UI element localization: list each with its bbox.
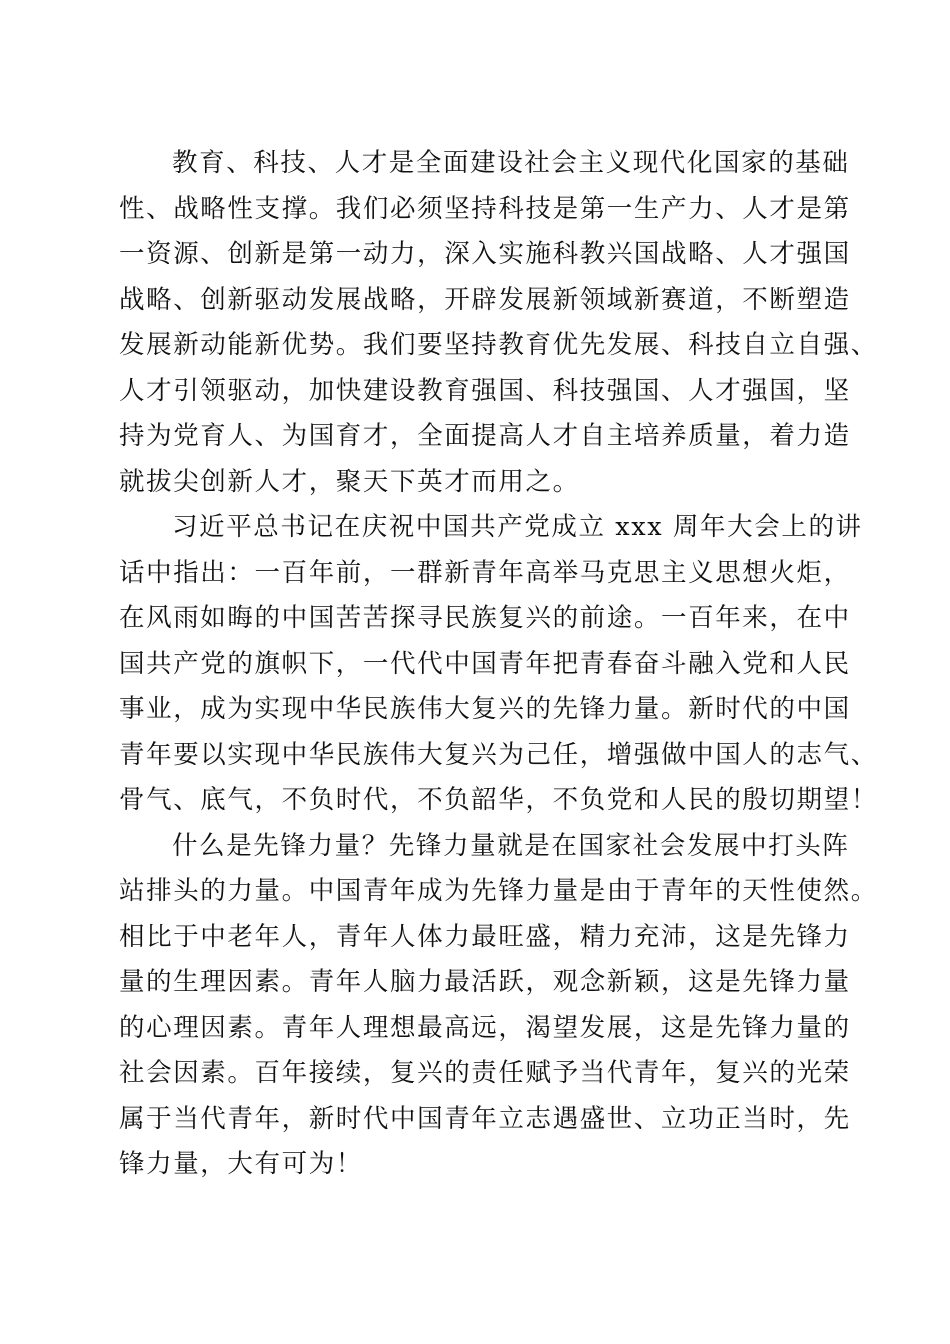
text-line: 相比于中老年人，青年人体力最旺盛，精力充沛，这是先锋力 [119, 921, 851, 952]
text-line: 教育、科技、人才是全面建设社会主义现代化国家的基础 [172, 148, 850, 178]
text-line: 锋力量，大有可为！ [119, 1149, 363, 1179]
text-line: 一资源、创新是第一动力，深入实施科教兴国战略、人才强国 [119, 239, 851, 269]
text-line: 国共产党的旗帜下，一代代中国青年把青春奋斗融入党和人民 [119, 648, 851, 679]
text-line: 持为党育人、为国育才，全面提高人才自主培养质量，着力造 [119, 421, 851, 451]
text-line: 青年要以实现中华民族伟大复兴为己任，增强做中国人的志气、 [119, 739, 878, 770]
text-line: 事业，成为实现中华民族伟大复兴的先锋力量。新时代的中国 [119, 694, 851, 724]
text-line: 战略、创新驱动发展战略，开辟发展新领域新赛道，不断塑造 [119, 284, 851, 315]
paragraph-2 [119, 505, 878, 824]
text-line: 就拔尖创新人才，聚天下英才而用之。 [119, 466, 580, 497]
text-line: 站排头的力量。中国青年成为先锋力量是由于青年的天性使然。 [119, 876, 878, 906]
text-line: 话中指出：一百年前，一群新青年高举马克思主义思想火炬， [119, 557, 851, 588]
text-line: 人才引领驱动，加快建设教育强国、科技强国、人才强国，坚 [119, 375, 851, 406]
text-line: 性、战略性支撑。我们必须坚持科技是第一生产力、人才是第 [119, 193, 851, 224]
text-line: 骨气、底气，不负时代，不负韶华，不负党和人民的殷切期望！ [119, 785, 878, 815]
text-line: 社会因素。百年接续，复兴的责任赋予当代青年，复兴的光荣 [119, 1058, 851, 1088]
paragraph-3 [119, 824, 878, 1188]
text-line: 习近平总书记在庆祝中国共产党成立 xxx 周年大会上的讲 [172, 512, 863, 542]
text-line: 什么是先锋力量？先锋力量就是在国家社会发展中打头阵 [172, 830, 850, 861]
text-line: 的心理因素。青年人理想最高远，渴望发展，这是先锋力量的 [119, 1012, 851, 1043]
document-body [119, 141, 878, 1188]
text-line: 在风雨如晦的中国苦苦探寻民族复兴的前途。一百年来，在中 [119, 603, 851, 633]
text-line: 发展新动能新优势。我们要坚持教育优先发展、科技自立自强、 [119, 330, 878, 360]
text-line: 量的生理因素。青年人脑力最活跃，观念新颖，这是先锋力量 [119, 967, 851, 997]
paragraph-1 [119, 141, 878, 505]
text-line: 属于当代青年，新时代中国青年立志遇盛世、立功正当时，先 [119, 1103, 851, 1134]
